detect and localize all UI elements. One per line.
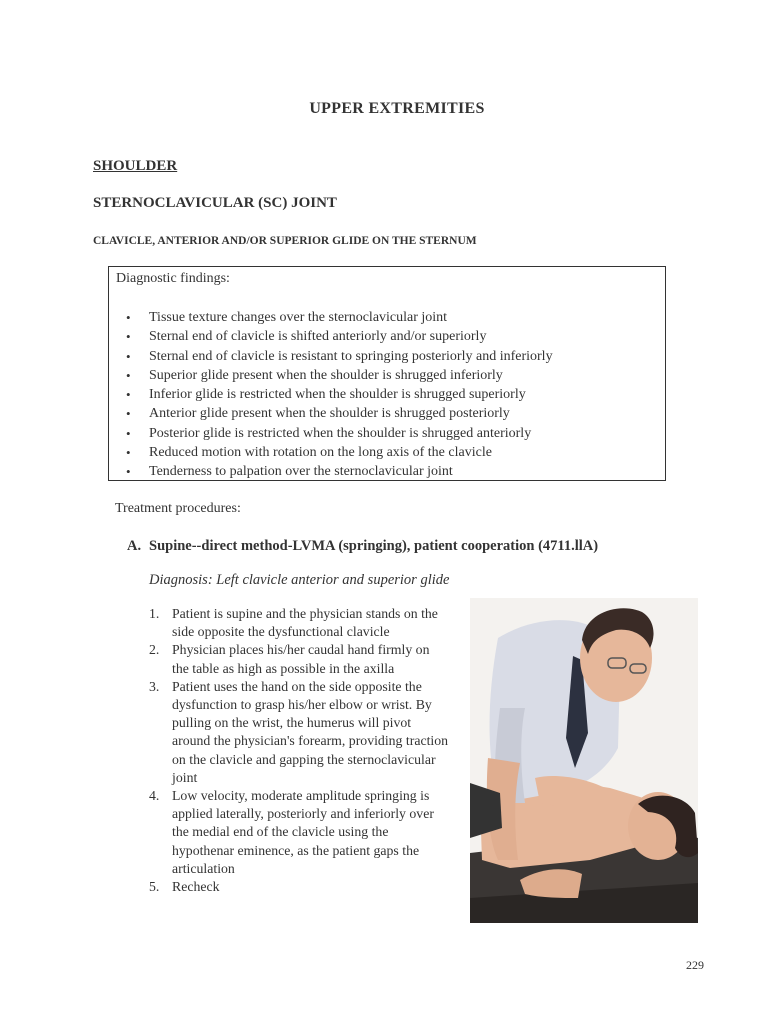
procedure-title-text: Supine--direct method-LVMA (springing), patient cooperation (4711.llA) — [149, 538, 599, 554]
step-text: Physician places his/her caudal hand firmly on the table as high as possible in the axilla — [172, 642, 430, 676]
list-item: • Tissue texture changes over the sternoclavicular joint — [109, 308, 553, 327]
bullet-icon: • — [126, 310, 131, 325]
list-item — [149, 678, 449, 787]
step-number: 2. — [149, 642, 160, 658]
bullet-icon: • — [126, 329, 131, 345]
bullet-icon: • — [126, 348, 131, 364]
diagnostic-findings-list — [109, 308, 553, 482]
bullet-icon: • — [126, 367, 131, 383]
technique-title: CLAVICLE, ANTERIOR AND/OR SUPERIOR GLIDE ON THE STERNUM — [93, 235, 477, 247]
list-item — [149, 641, 449, 677]
step-text: Patient uses the hand on the side opposite the dysfunction to grasp his/her elbow or wrist. By pulling on the wrist, the humerus will pivot around the physician's forearm, providing traction on the clavicle and gapping the sternoclavicular joint — [172, 678, 449, 785]
step-text: Low velocity, moderate amplitude springing is applied laterally, posteriorly and inferiorly over the medial end of the clavicle using the hypothenar eminence, as the patient gaps the articulation — [172, 788, 434, 876]
step-text: Recheck — [172, 879, 220, 895]
list-item — [149, 605, 449, 641]
list-item: • Sternal end of clavicle is resistant to springing posteriorly and inferiorly — [109, 347, 553, 366]
step-number: 3. — [149, 678, 160, 694]
list-item: • Tenderness to palpation over the sternoclavicular joint — [109, 462, 553, 481]
list-item: • Inferior glide is restricted when the shoulder is shrugged superiorly — [109, 385, 553, 404]
subsection-title: STERNOCLAVICULAR (SC) JOINT — [93, 195, 337, 211]
bullet-icon: • — [126, 425, 131, 441]
list-item: • Superior glide present when the shoulder is shrugged inferiorly — [109, 366, 553, 385]
step-number: 5. — [149, 879, 160, 895]
step-number: 4. — [149, 788, 160, 804]
list-item: • Anterior glide present when the shoulder is shrugged posteriorly — [109, 404, 553, 423]
technique-photo — [470, 598, 698, 923]
page-title: UPPER EXTREMITIES — [309, 100, 485, 117]
bullet-icon: • — [126, 406, 131, 422]
diagnostic-findings-box — [108, 266, 666, 481]
list-item: • Posterior glide is restricted when the shoulder is shrugged anteriorly — [109, 424, 553, 443]
procedure-letter: A. — [127, 538, 142, 554]
list-item — [149, 878, 449, 896]
diagnosis-line: Diagnosis: Left clavicle anterior and superior glide — [149, 572, 450, 588]
diagnostic-findings-heading: Diagnostic findings: — [116, 271, 230, 286]
list-item — [149, 787, 449, 878]
procedure-title — [127, 538, 598, 555]
step-number: 1. — [149, 606, 160, 621]
step-text: Patient is supine and the physician stands on the side opposite the dysfunctional clavicle — [172, 606, 438, 640]
page-number: 229 — [686, 958, 704, 972]
list-item: • Sternal end of clavicle is shifted anteriorly and/or superiorly — [109, 327, 553, 346]
procedure-steps-list — [149, 605, 449, 896]
list-item: • Reduced motion with rotation on the long axis of the clavicle — [109, 443, 553, 462]
section-title: SHOULDER — [93, 158, 178, 174]
treatment-procedures-heading: Treatment procedures: — [115, 501, 241, 516]
bullet-icon: • — [126, 387, 131, 403]
bullet-icon: • — [126, 445, 131, 461]
bullet-icon: • — [126, 464, 131, 480]
